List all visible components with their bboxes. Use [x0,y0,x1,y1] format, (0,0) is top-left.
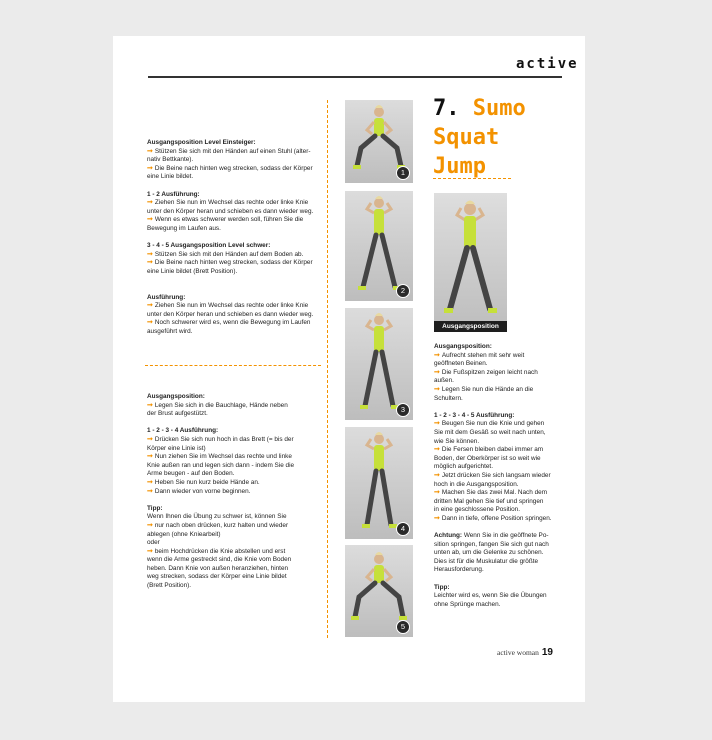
text: hoch in die Ausgangsposition. [434,480,519,488]
title-line-2: Squat [433,125,500,150]
text: Körper eine Linie ist) [147,444,206,452]
standing-figure-icon [434,193,507,323]
text: in eine geschlossene Position. [434,506,520,514]
text: Arme beugen - auf den Boden. [147,470,235,478]
exercise-number: 7. [433,96,460,121]
left-top-text [147,139,323,337]
text: ausgeführt wird. [147,328,193,336]
section-header: active [516,56,579,72]
step-number: 5 [396,620,410,634]
column-divider [327,100,328,638]
header-rule [148,76,562,78]
text: unten ab, um die Gelenke zu schönen. [434,549,544,557]
text: Dies ist für die Muskulatur die größte [434,557,539,565]
arrow-icon: ➞ [434,471,440,479]
text: Legen Sie sich in die Bauchlage, Hände neben [154,401,288,409]
arrow-icon: ➞ [434,351,440,359]
page-number: 19 [541,647,553,658]
text: Aufrecht stehen mit sehr weit [441,351,525,359]
text: Die Beine nach hinten weg strecken, sodass der Körper [154,259,313,267]
text: Herausforderung. [434,566,484,574]
text: Heben Sie nun kurz beide Hände an. [154,478,260,486]
heading: Tipp: [434,583,450,591]
heading: 1 - 2 Ausführung: [147,190,200,198]
text: Dann in tiefe, offene Position springen. [441,514,552,522]
text: Dann wieder von vorne beginnen. [154,487,251,495]
heading: 1 - 2 - 3 - 4 - 5 Ausführung: [434,411,515,419]
arrow-icon: ➞ [147,164,153,172]
text: sition springen, fangen Sie sich gut nach [434,540,549,548]
heading: Ausgangsposition Level Einsteiger: [147,139,256,146]
heading: Ausgangsposition: [147,393,205,400]
arrow-icon: ➞ [147,547,153,555]
title-line-1: Sumo [472,96,526,121]
arrow-icon: ➞ [147,401,153,409]
text: Wenn es etwas schwerer werden soll, führen Sie die [154,216,304,224]
arrow-icon: ➞ [434,420,440,428]
text: wie Sie können. [434,437,480,445]
arrow-icon: ➞ [434,368,440,376]
text: Sie mit dem Gesäß so weit nach unten, [434,428,546,436]
text: heben. Dann Knie von außen heranziehen, hinten [147,564,289,572]
text: Wenn Sie in die geöffnete Po- [463,532,549,540]
text: Schultern. [434,394,463,402]
text: Die Fußspitzen zeigen leicht nach [441,368,538,376]
text: Machen Sie das zwei Mal. Nach dem [441,489,548,497]
text: Leichter wird es, wenn Sie die Übungen [434,592,547,600]
step-number: 3 [396,403,410,417]
arrow-icon: ➞ [147,435,153,443]
arrow-icon: ➞ [434,489,440,497]
text: Die Beine nach hinten weg strecken, sodass der Körper [154,164,313,172]
start-position-photo [434,193,507,323]
text: Wenn Ihnen die Übung zu schwer ist, können Sie [147,513,287,521]
heading: 3 - 4 - 5 Ausgangsposition Level schwer: [147,242,271,250]
text: eine Linie bildet (Brett Position). [147,267,238,275]
text: Nun ziehen Sie im Wechsel das rechte und linke [154,453,292,461]
arrow-icon: ➞ [434,446,440,454]
arrow-icon: ➞ [147,147,153,155]
text: nur nach oben drücken, kurz halten und wieder [154,521,289,529]
text: der Brust aufgestützt. [147,410,208,418]
exercise-title [433,94,526,181]
exercise-photo-2 [345,191,413,301]
arrow-icon: ➞ [147,302,153,310]
arrow-icon: ➞ [147,487,153,495]
exercise-photo-5 [345,545,413,637]
title-underline [433,178,511,179]
exercise-photo-1 [345,100,413,183]
step-number: 1 [396,166,410,180]
text: Drücken Sie sich nun hoch in das Brett (= bis der [154,435,294,443]
arrow-icon: ➞ [147,199,153,207]
exercise-photo-3 [345,308,413,420]
text: Legen Sie nun die Hände an die [441,385,534,393]
arrow-icon: ➞ [434,385,440,393]
magazine-name: active woman [497,648,539,657]
text: weg strecken, sodass der Körper eine Linie bildet [147,573,287,581]
heading: Ausgangsposition: [434,343,492,350]
text: unter den Körper heran und schieben es dann wieder weg. [147,310,314,318]
section-divider [145,365,321,366]
title-line-3: Jump [433,154,486,179]
text: nativ Bettkante). [147,156,194,164]
text: geöffneten Beinen. [434,360,488,368]
text: dritten Mal gehen Sie tief und springen [434,497,544,505]
text: möglich aufgerichtet. [434,463,493,471]
text: Noch schwerer wird es, wenn die Bewegung im Laufen [154,319,311,327]
arrow-icon: ➞ [147,521,153,529]
step-number: 2 [396,284,410,298]
step-number: 4 [396,522,410,536]
heading: Ausführung: [147,293,186,301]
start-position-label: Ausgangsposition [434,321,507,332]
arrow-icon: ➞ [147,216,153,224]
text: Ziehen Sie nun im Wechsel das rechte oder linke Knie [154,302,309,310]
text: Die Fersen bleiben dabei immer am [441,446,544,454]
text: (Brett Position). [147,582,192,590]
page-footer [497,647,553,658]
text: Stützen Sie sich mit den Händen auf einen Stuhl (alter- [154,147,311,155]
right-text [434,343,582,609]
arrow-icon: ➞ [147,250,153,258]
text: ohne Sprünge machen. [434,600,501,608]
arrow-icon: ➞ [147,478,153,486]
text: Knie außen ran und legen sich dann - indem Sie die [147,461,295,469]
left-bottom-text [147,393,323,591]
text: wenn die Arme gestreckt sind, die Knie vom Boden [147,556,292,564]
heading: Tipp: [147,504,163,512]
text: Bewegung im Laufen aus. [147,224,221,232]
text: oder [147,539,160,547]
achtung-label: Achtung: [434,532,463,540]
arrow-icon: ➞ [147,453,153,461]
text: Jetzt drücken Sie sich langsam wieder [441,471,551,479]
text: ablegen (ohne Kniearbeit) [147,530,221,538]
text: außen. [434,377,454,385]
text: Beugen Sie nun die Knie und gehen [441,420,545,428]
text: Boden, der Oberkörper ist so weit wie [434,454,541,462]
heading: 1 - 2 - 3 - 4 Ausführung: [147,427,219,435]
arrow-icon: ➞ [147,259,153,267]
text: Ziehen Sie nun im Wechsel das rechte oder linke Knie [154,199,309,207]
text: Stützen Sie sich mit den Händen auf dem Boden ab. [154,250,304,258]
text: beim Hochdrücken die Knie abstellen und erst [154,547,286,555]
text: eine Linie bildet. [147,173,194,181]
exercise-photo-4 [345,427,413,539]
text: unter den Körper heran und schieben es dann wieder weg. [147,207,314,215]
arrow-icon: ➞ [434,514,440,522]
arrow-icon: ➞ [147,319,153,327]
